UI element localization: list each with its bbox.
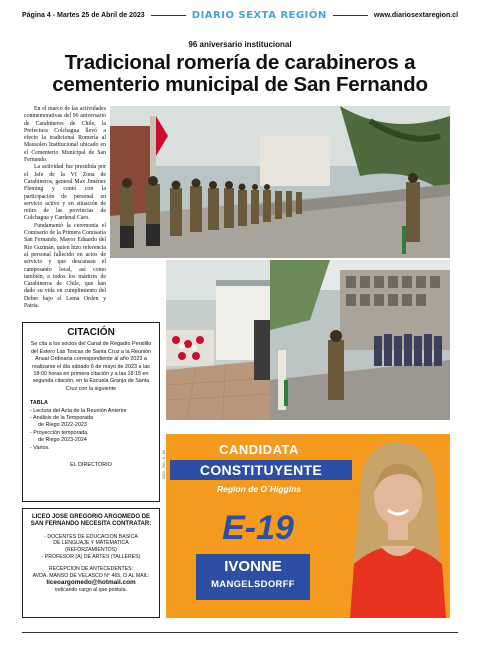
agenda-item: - Análisis de la Temporada (30, 415, 94, 422)
citacion-title: CITACIÓN (67, 327, 115, 338)
position-item: - PROFESOR (A) DE ARTES (TALLERES) (41, 553, 141, 560)
position-item: DE LENGUAJE Y MATEMATICA (53, 540, 129, 547)
citacion-tabla-label: TABLA (30, 400, 48, 407)
liceo-job-notice (22, 508, 160, 618)
citacion-notice (22, 322, 160, 502)
agenda-item: de Riego 2023-2024 (38, 437, 87, 444)
liceo-email-link[interactable]: liceoargomedo@hotmail.com (46, 578, 136, 586)
ad-list-number: E-19 (222, 509, 294, 547)
liceo-recepcion: RECEPCION DE ANTECEDENTES: (48, 566, 134, 573)
header-rule-right (333, 15, 368, 16)
citacion-agenda (30, 408, 152, 452)
agenda-item: de Riego 2022-2023 (38, 422, 87, 429)
article-paragraph: En el marco de las actividades conmemorativas del 96 aniversario de Carabineros de Chile, la Prefectura Colchagua llevó a efecto la tradicional Romería al Mausoleo Institucional ubicado en el Cementerio Municipal de San Fernando. (24, 106, 106, 164)
ad-candidate-label: CANDIDATA (219, 442, 299, 457)
ad-credit-code: 0023 - 300 - 8 - AV (162, 450, 166, 480)
carabineros-formation-photo (110, 106, 450, 258)
position-item: (REFORZAMIENTOS) (65, 547, 117, 553)
position-item: - DOCENTES DE EDUCACION BASICA (44, 533, 138, 540)
candidate-portrait (340, 434, 450, 618)
candidate-ad (166, 434, 450, 618)
mausoleum-wreath-photo (166, 260, 270, 420)
agenda-item: - Lectura del Acta de la Reunión Anterior (30, 407, 127, 414)
liceo-positions (29, 534, 153, 561)
page-label: Página 4 - Martes 25 de Abril de 2023 (22, 11, 145, 19)
ad-first-name: IVONNE (224, 558, 282, 575)
newspaper-brand: DIARIO SEXTA REGIÓN (191, 9, 327, 21)
ad-region: Region de O´Higgins (216, 484, 302, 494)
website-link[interactable]: www.diariosextaregion.cl (373, 11, 459, 19)
liceo-note: indicando cargo al que postula. (55, 586, 127, 593)
page-header (22, 6, 458, 24)
article-headline: Tradicional romería de carabineros a cementerio municipal de San Fernando (52, 51, 428, 96)
agenda-item: - Varios. (30, 444, 50, 451)
ad-role-banner: CONSTITUYENTE (170, 460, 352, 480)
ad-name-box (196, 554, 310, 600)
liceo-address: AVDA. MANSO DE VELASCO N° 465, O AL MAIL: (32, 573, 150, 580)
citacion-body: Se cita a los socios del Canal de Regadío Peralillo del Estero Las Toscas de Santa Cruz a la Reunión Anual Ordinaria correspondiente al año 2023 a realizarse el día sábado 6 de mayo de 2023 a las 18:00 horas en primera citación y a las 18:15 en segunda citación, en la Escuela Granja de Santa Cruz con la siguiente (30, 341, 152, 392)
header-rule (151, 15, 186, 16)
ad-last-name: MANGELSDORFF (211, 579, 295, 590)
liceo-title: LICEO JOSE GREGORIO ARGOMEDO DE SAN FERNANDO NECESITA CONTRATAR: (30, 514, 152, 528)
article-kicker: 96 aniversario institucional (188, 40, 292, 49)
footer-rule (22, 632, 458, 633)
article-paragraph: La actividad fue presidida por el Jefe de la VI Zona de Carabineros, general Max Jiménez Fleming y contó con la participación de personal en servicio activo y en situación de retiro de las provincias de Colchagua y Cardenal Caro. (24, 164, 106, 222)
agenda-item: - Proyección temporada (30, 429, 88, 436)
ceremony-public-photo (270, 260, 450, 420)
article-paragraph: Fundamentó la ceremonia el Comisario de la Primera Comisaría San Fernando, Mayor Eduardo del Río Guzmán, quien hizo referencia al personal fallecido en actos de servicio y que descansan el camposanto local, así como también, a todos los mártires de Carabineros de Chile, que han dado su vida en cumplimiento del Deber bajo el Lema Orden y Patria. (24, 222, 106, 310)
article-body (24, 106, 106, 310)
citacion-signature: EL DIRECTORIO (70, 462, 112, 469)
